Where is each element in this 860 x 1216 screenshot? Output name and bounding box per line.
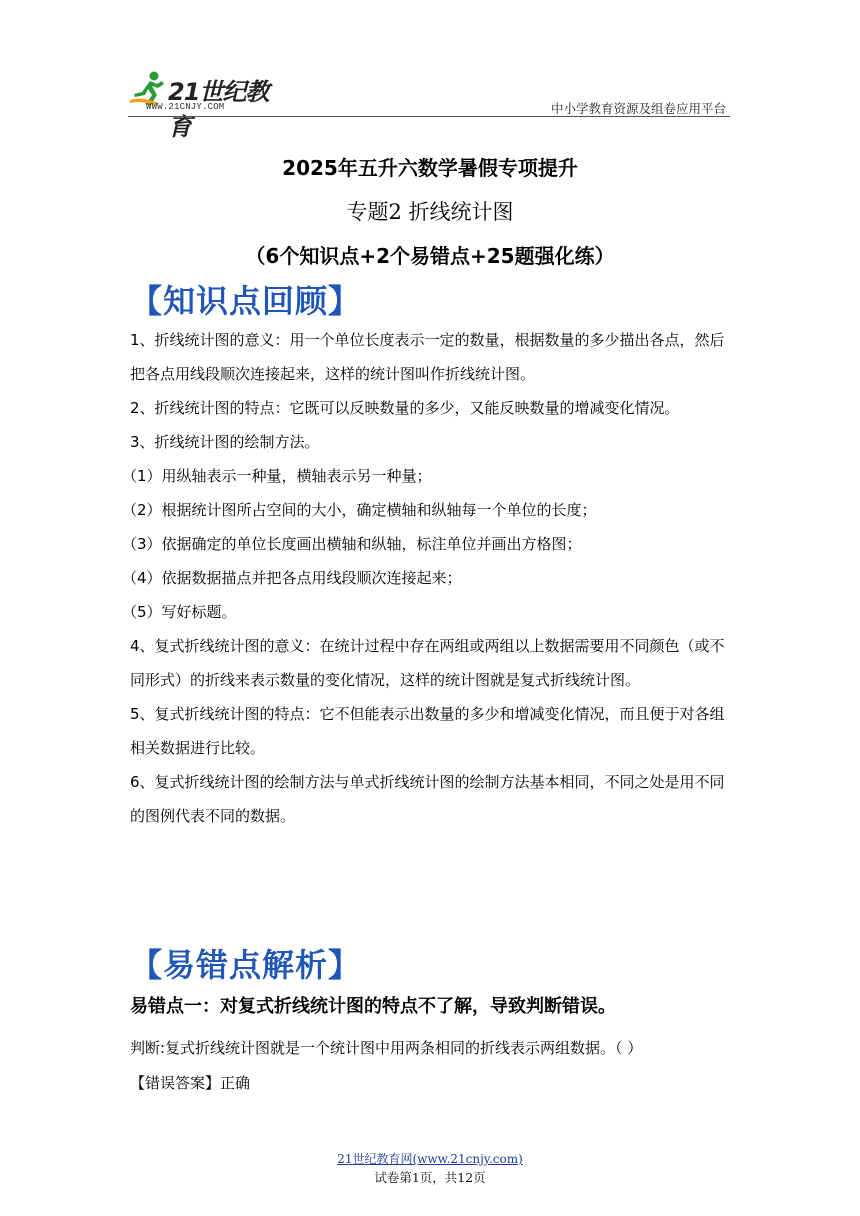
knowledge-item: 5、复式折线统计图的特点：它不但能表示出数量的多少和增减变化情况，而且便于对各组相关数据进行比较。 (130, 705, 725, 757)
header-tagline: 中小学教育资源及组卷应用平台 (550, 101, 726, 116)
knowledge-heading: 【知识点回顾】 (130, 282, 362, 320)
knowledge-subitem: （4）依据数据描点并把各点用线段顺次连接起来； (122, 569, 462, 587)
header-divider (128, 116, 730, 117)
errors-heading: 【易错点解析】 (130, 946, 362, 984)
knowledge-item: 6、复式折线统计图的绘制方法与单式折线统计图的绘制方法基本相同，不同之处是用不同的图例代表不同的数据。 (130, 773, 725, 825)
site-logo (128, 68, 278, 141)
knowledge-subitem: （2）根据统计图所占空间的大小，确定横轴和纵轴每一个单位的长度； (122, 501, 597, 519)
knowledge-item: 1、折线统计图的意义：用一个单位长度表示一定的数量，根据数量的多少描出各点，然后把各点用线段顺次连接起来，这样的统计图叫作折线统计图。 (130, 331, 725, 383)
knowledge-item: 2、折线统计图的特点：它既可以反映数量的多少，又能反映数量的增减变化情况。 (130, 399, 680, 417)
knowledge-subitem: （5）写好标题。 (122, 603, 237, 621)
knowledge-subitem: （3）依据确定的单位长度画出横轴和纵轴，标注单位并画出方格图； (122, 535, 582, 553)
error-point-answer: 【错误答案】正确 (130, 1074, 251, 1092)
logo-url: WWW.21CNJY.COM (146, 102, 225, 112)
knowledge-subitem: （1）用纵轴表示一种量，横轴表示另一种量； (122, 467, 432, 485)
summary-title: （6个知识点+2个易错点+25题强化练） (245, 244, 615, 268)
page-number: 试卷第1页，共12页 (374, 1170, 486, 1185)
knowledge-item: 4、复式折线统计图的意义：在统计过程中存在两组或两组以上数据需要用不同颜色（或不同形式）的折线来表示数量的变化情况，这样的统计图就是复式折线统计图。 (130, 637, 725, 689)
footer-link[interactable]: 21世纪教育网(www.21cnjy.com) (337, 1152, 523, 1166)
topic-title: 专题2 折线统计图 (346, 200, 514, 224)
error-point-question: 判断:复式折线统计图就是一个统计图中用两条相同的折线表示两组数据。（ ） (130, 1039, 643, 1057)
knowledge-list (122, 323, 734, 833)
document-title: 2025年五升六数学暑假专项提升 (282, 156, 578, 180)
logo-text: 21世纪教育 (168, 78, 269, 141)
error-point-title: 易错点一：对复式折线统计图的特点不了解，导致判断错误。 (130, 996, 616, 1017)
page-header (128, 68, 730, 141)
knowledge-item: 3、折线统计图的绘制方法。 (130, 433, 320, 451)
